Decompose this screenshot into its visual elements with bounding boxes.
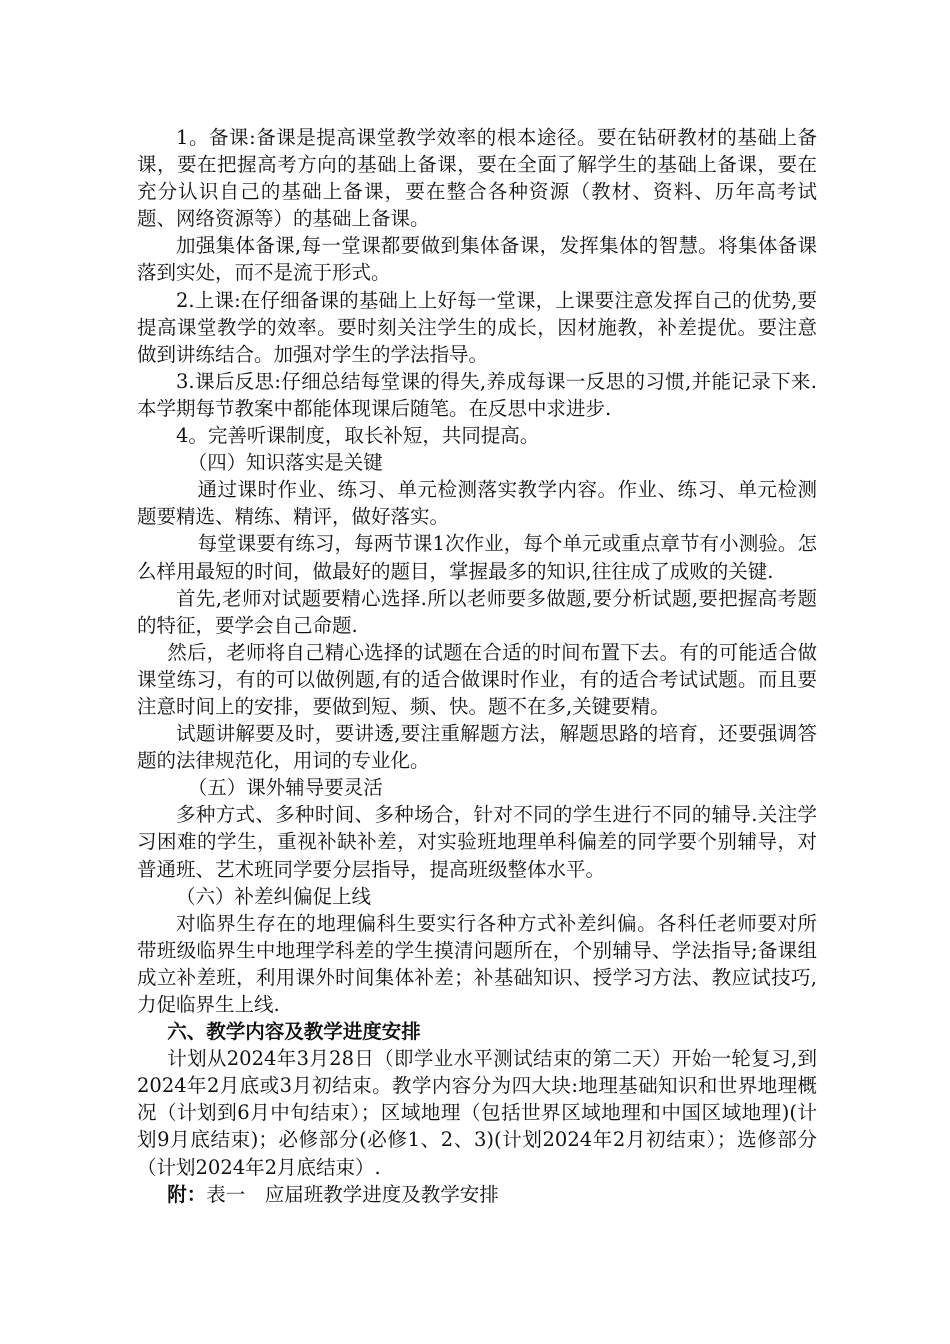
section-heading-schedule: 六、教学内容及教学进度安排 — [167, 1020, 421, 1044]
appendix-text: 表一 应届班教学进度及教学安排 — [206, 1182, 499, 1206]
paragraph-select-questions: 首先,老师对试题要精心选择.所以老师要多做题,要分析试题,要把握高考题的特征，要学会自己命题. — [137, 586, 817, 637]
paragraph-lesson-observation: 4。完善听课制度，取长补短，共同提高。 — [176, 424, 540, 448]
section-heading-tutoring: （五）课外辅导要灵活 — [187, 776, 383, 800]
paragraph-collective-prep: 加强集体备课,每一堂课都要做到集体备课，发挥集体的智慧。将集体备课落到实处，而不是流于形式。 — [137, 234, 817, 285]
paragraph-schedule: 计划从2024年3月28日（即学业水平测试结束的第二天）开始一轮复习,到2024年2月底或3月初结束。教学内容分为四大块:地理基础知识和世界地理概况（计划到6月中旬结束）；区域地理（包括世界区域地理和中国区域地理)(计划9月底结束)；必修部分(必修1、2、3)(计划2024年2月初结束）；选修部分（计划2024年2月底结束）. — [137, 1047, 817, 1179]
appendix-label: 附： — [167, 1182, 207, 1206]
paragraph-prep-lessons: 1。备课:备课是提高课堂教学效率的根本途径。要在钻研教材的基础上备课，要在把握高考方向的基础上备课，要在全面了解学生的基础上备课，要在充分认识自己的基础上备课，要在整合各种资源（教材、资料、历年高考试题、网络资源等）的基础上备课。 — [137, 126, 817, 231]
appendix-line — [137, 1181, 817, 1208]
paragraph-assign-questions: 然后，老师将自己精心选择的试题在合适的时间布置下去。有的可能适合做课堂练习，有的可以做例题,有的适合做课时作业，有的适合考试试题。而且要注意时间上的安排，要做到短、频、快。题不在多,关键要精。 — [137, 640, 817, 718]
paragraph-teaching: 2.上课:在仔细备课的基础上上好每一堂课，上课要注意发挥自己的优势,要提高课堂教学的效率。要时刻关注学生的成长，因材施教，补差提优。要注意做到讲练结合。加强对学生的学法指导。 — [137, 288, 817, 366]
document-body — [137, 124, 817, 1208]
section-heading-remedial: （六）补差纠偏促上线 — [176, 884, 372, 908]
paragraph-remedial: 对临界生存在的地理偏科生要实行各种方式补差纠偏。各科任老师要对所带班级临界生中地理学科差的学生摸清问题所在，个别辅导、学法指导;备课组成立补差班，利用课外时间集体补差；补基础知识、授学习方法、教应试技巧,力促临界生上线. — [137, 911, 817, 1016]
paragraph-reflection: 3.课后反思:仔细总结每堂课的得失,养成每课一反思的习惯,并能记录下来.本学期每节教案中都能体现课后随笔。在反思中求进步. — [137, 369, 817, 420]
paragraph-explain-questions: 试题讲解要及时，要讲透,要注重解题方法，解题思路的培育，还要强调答题的法律规范化，用词的专业化。 — [137, 722, 817, 773]
paragraph-tutoring: 多种方式、多种时间、多种场合，针对不同的学生进行不同的辅导.关注学习困难的学生，重视补缺补差，对实验班地理单科偏差的同学要个别辅导，对普通班、艺术班同学要分层指导，提高班级整体水平。 — [137, 803, 817, 881]
paragraph-practice: 每堂课要有练习，每两节课1次作业，每个单元或重点章节有小测验。怎么样用最短的时间，做最好的题目，掌握最多的知识,往往成了成败的关键. — [137, 532, 817, 583]
paragraph-homework: 通过课时作业、练习、单元检测落实教学内容。作业、练习、单元检测题要精选、精练、精评，做好落实。 — [137, 478, 817, 529]
section-heading-knowledge: （四）知识落实是关键 — [187, 451, 383, 475]
